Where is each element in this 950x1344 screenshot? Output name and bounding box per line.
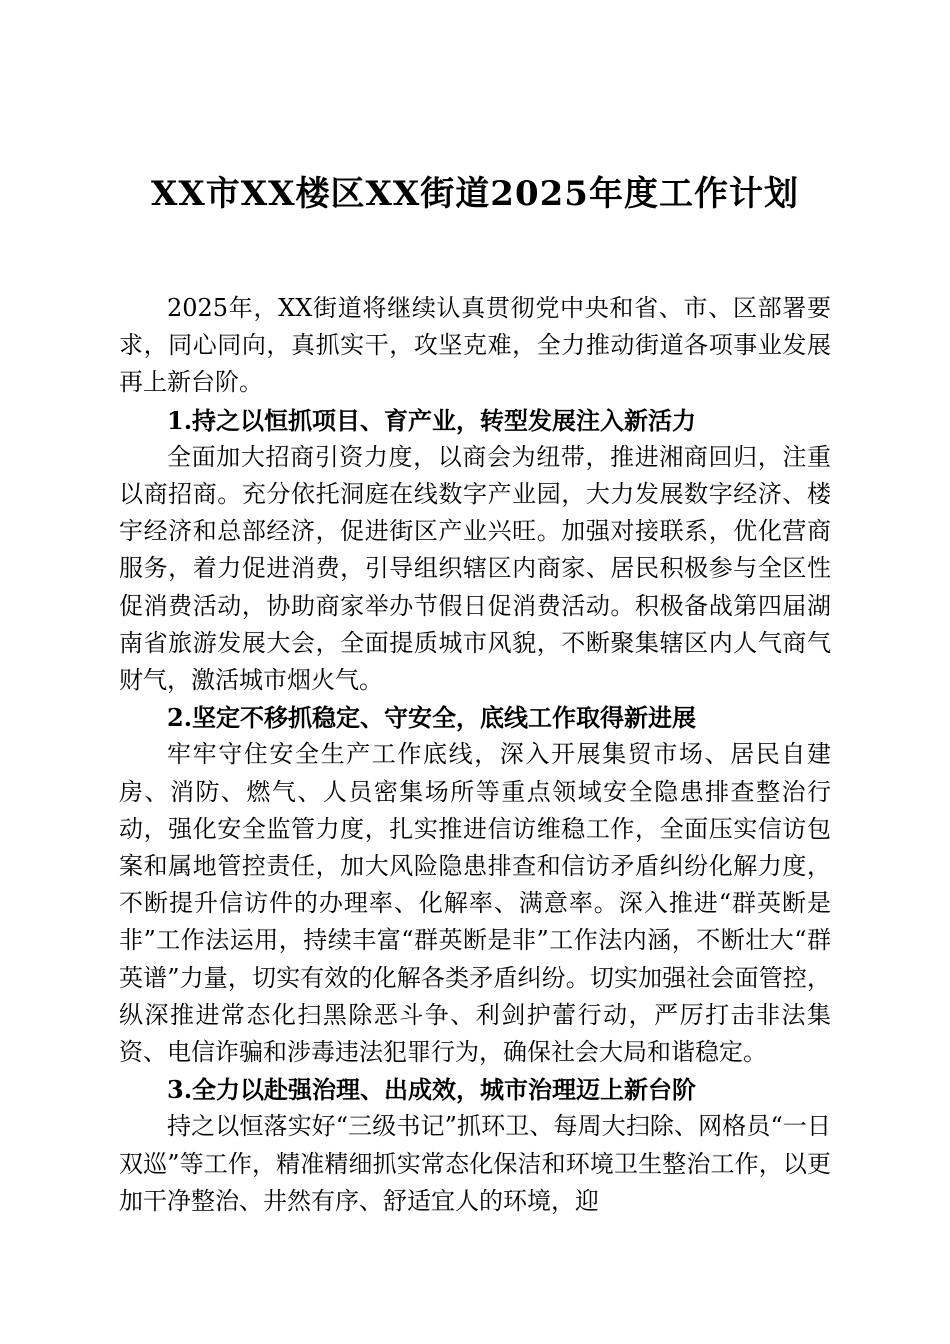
- section-3-paragraph: 持之以恒落实好“三级书记”抓环卫、每周大扫除、网格员“一日双巡”等工作，精准精细抓实常态化保洁和环境卫生整治工作，以更加干净整治、井然有序、舒适宜人的环境，迎: [119, 1112, 831, 1215]
- section-1-heading: 1.持之以恒抓项目、育产业，转型发展注入新活力: [167, 405, 697, 435]
- section-3-heading: 3.全力以赴强治理、出成效，城市治理迈上新台阶: [167, 1075, 697, 1105]
- section-2-paragraph: 牢牢守住安全生产工作底线，深入开展集贸市场、居民自建房、消防、燃气、人员密集场所等重点领域安全隐患排查整治行动，强化安全监管力度，扎实推进信访维稳工作，全面压实信访包案和属地管控责任，加大风险隐患排查和信访矛盾纠纷化解力度，不断提升信访件的办理率、化解率、满意率。深入推进“群英断是非”工作法运用，持续丰富“群英断是非”工作法内涵，不断壮大“群英谱”力量，切实有效的化解各类矛盾纠纷。切实加强社会面管控，纵深推进常态化扫黑除恶斗争、利剑护蕾行动，严厉打击非法集资、电信诈骗和涉毒违法犯罪行为，确保社会大局和谐稳定。: [119, 740, 831, 1067]
- section-1-paragraph: 全面加大招商引资力度，以商会为纽带，推进湘商回归，注重以商招商。充分依托洞庭在线数字产业园，大力发展数字经济、楼宇经济和总部经济，促进街区产业兴旺。加强对接联系，优化营商服务，着力促进消费，引导组织辖区内商家、居民积极参与全区性促消费活动，协助商家举办节假日促消费活动。积极备战第四届湖南省旅游发展大会，全面提质城市风貌，不断聚集辖区内人气商气财气，激活城市烟火气。: [119, 442, 831, 695]
- section-2-heading: 2.坚定不移抓稳定、守安全，底线工作取得新进展: [167, 703, 697, 733]
- document-title: XX市XX楼区XX街道2025年度工作计划: [151, 174, 799, 214]
- document-body: [119, 290, 831, 1220]
- intro-paragraph: 2025年，XX街道将继续认真贯彻党中央和省、市、区部署要求，同心同向，真抓实干，攻坚克难，全力推动街道各项事业发展再上新台阶。: [119, 294, 831, 397]
